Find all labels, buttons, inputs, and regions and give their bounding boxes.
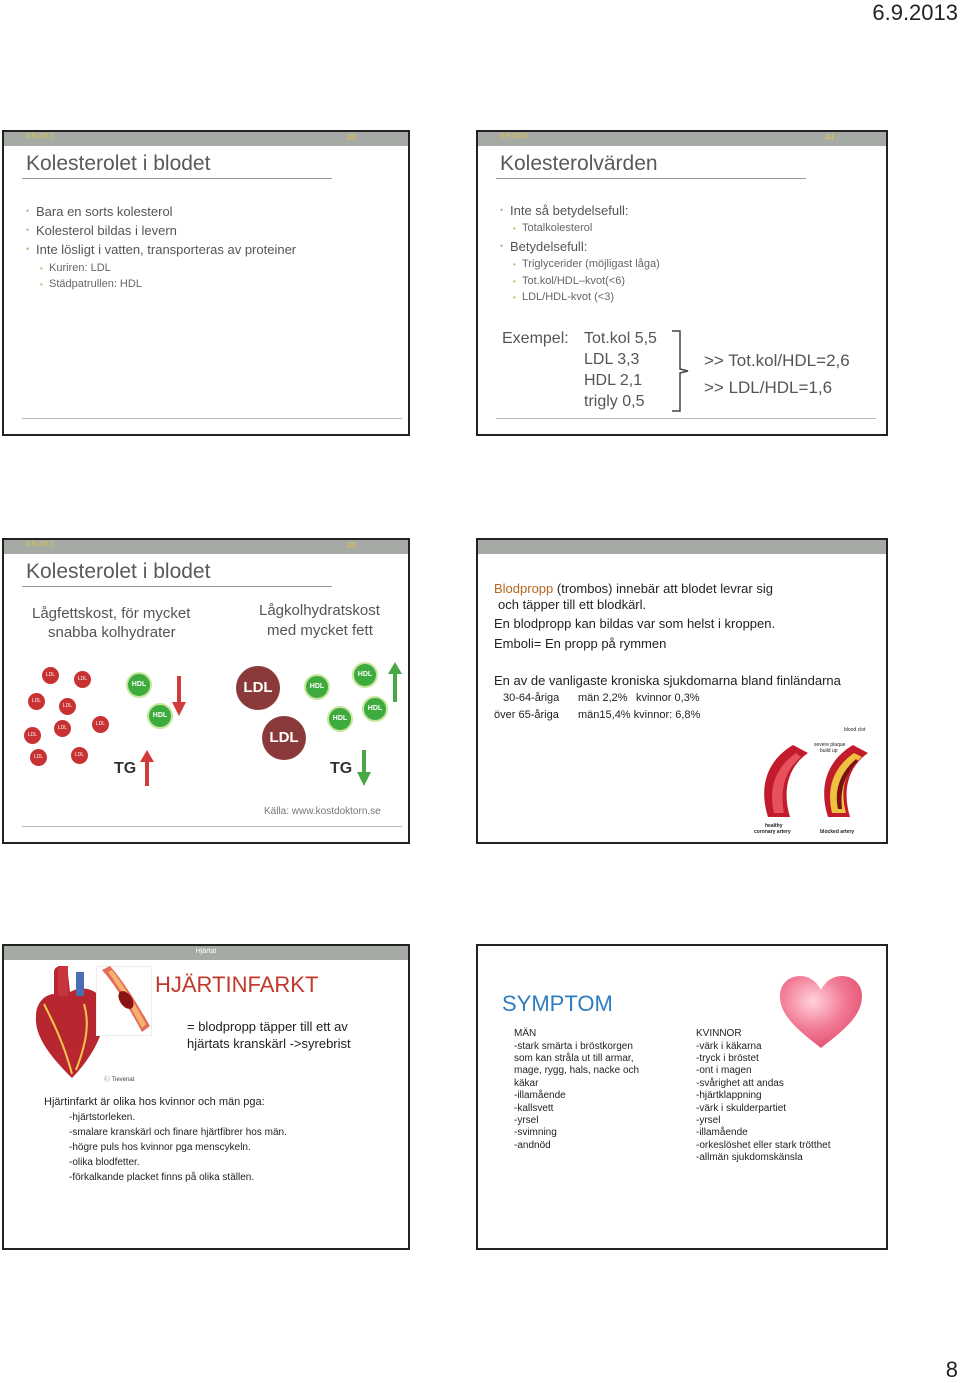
reason-5: -förkalkande placket finns på olika ställen.: [69, 1172, 255, 1183]
men-symptom-6: -kallsvett: [514, 1103, 554, 1114]
women-symptom-4: -svårighet att andas: [696, 1078, 784, 1089]
bottom-line: [22, 418, 402, 419]
slide-date: 6.9.2013: [26, 133, 54, 140]
women-symptom-6: -värk i skulderpartiet: [696, 1103, 787, 1114]
hdl-angel-icon: HDL: [126, 672, 152, 698]
men-symptom-4: käkar: [514, 1078, 539, 1089]
ldl-small-icon: LDL: [59, 698, 76, 715]
blodpropp-term: Blodpropp: [494, 581, 554, 596]
label-healthy-2: coronary artery: [754, 829, 791, 835]
ldl-big-icon: LDL: [262, 716, 306, 760]
men-symptom-1: -stark smärta i bröstkorgen: [514, 1041, 633, 1052]
slide-date: 6.9.2013: [500, 133, 528, 140]
blodpropp-line-3: En blodpropp kan bildas var som helst i kroppen.: [494, 616, 776, 631]
right-caption-line-2: med mycket fett: [267, 622, 373, 639]
women-symptom-2: -tryck i bröstet: [696, 1053, 759, 1064]
title-underline: [22, 178, 332, 179]
women-symptom-1: -värk i käkarna: [696, 1041, 762, 1052]
emboli-line: Emboli= En propp på rymmen: [494, 636, 667, 651]
stat-age-1: 30-64-åriga: [503, 692, 560, 704]
tg-label-left: TG: [114, 760, 137, 777]
artery-illustration: [748, 735, 878, 825]
right-caption-line-1: Lågkolhydratskost: [259, 602, 380, 619]
women-symptom-7: -yrsel: [696, 1115, 721, 1126]
example-value-2: LDL 3,3: [584, 351, 640, 368]
result-2: >> LDL/HDL=1,6: [704, 378, 833, 397]
arrow-down-red-icon: [172, 676, 186, 716]
hdl-angel-icon: HDL: [352, 662, 378, 688]
blodpropp-definition: (trombos) innebär att blodet levrar sig: [553, 581, 773, 596]
slide-date: 6.9.2013: [26, 541, 54, 548]
slide-header-bar: [478, 132, 886, 146]
definition-line-1: = blodpropp täpper till ett av: [187, 1019, 348, 1034]
subbullet-1: • Kuriren: LDL: [49, 262, 111, 274]
hdl-angel-icon: HDL: [327, 706, 353, 732]
ldl-small-icon: LDL: [92, 716, 109, 733]
result-1: >> Tot.kol/HDL=2,6: [704, 351, 850, 370]
subbullet-4: • LDL/HDL-kvot (<3): [522, 291, 614, 303]
blocked-artery-image: [96, 966, 152, 1036]
slide-number: 44: [825, 133, 834, 142]
stat-women-1: kvinnor 0,3%: [636, 692, 700, 704]
ldl-small-icon: LDL: [30, 749, 47, 766]
subbullet-1: • Totalkolesterol: [522, 222, 592, 234]
ldl-big-icon: LDL: [236, 666, 280, 710]
page-number: 8: [945, 1357, 958, 1382]
bottom-line: [22, 826, 402, 827]
bullet-2: • Betydelsefull:: [510, 239, 587, 254]
bullet-1: • Inte så betydelsefull:: [510, 203, 629, 218]
women-symptom-10: -allmän sjukdomskänsla: [696, 1152, 803, 1163]
left-caption-line-2: snabba kolhydrater: [48, 624, 176, 641]
ldl-small-icon: LDL: [42, 667, 59, 684]
difference-intro: Hjärtinfarkt är olika hos kvinnor och män pga:: [44, 1096, 265, 1108]
slide-title: SYMPTOM: [502, 991, 613, 1016]
slide-title: Kolesterolet i blodet: [26, 152, 211, 175]
bullet-1: • Bara en sorts kolesterol: [36, 204, 173, 219]
label-healthy-1: healthy: [765, 823, 783, 829]
slide-45: [2, 538, 410, 844]
arrow-down-green-icon: [357, 750, 371, 786]
label-plaque-1: severe plaque: [814, 742, 846, 748]
blodpropp-line-2: och täpper till ett blodkärl.: [498, 597, 647, 612]
men-symptom-3: mage, rygg, hals, nacke och: [514, 1065, 640, 1076]
title-underline: [496, 178, 806, 179]
page-date: 6.9.2013: [872, 0, 958, 25]
tg-label-right: TG: [330, 760, 353, 777]
stat-age-2: över 65-åriga: [494, 709, 559, 721]
label-plaque-2: build up: [820, 748, 838, 754]
slide-44: [476, 130, 888, 436]
slide-title: Kolesterolvärden: [500, 152, 658, 175]
slide-hjartinfarkt: [2, 944, 410, 1250]
subbullet-3: • Tot.kol/HDL–kvot(<6): [522, 275, 625, 287]
slide-header-bar: [478, 540, 886, 554]
subbullet-2: • Städpatrullen: HDL: [49, 278, 142, 290]
ldl-small-icon: LDL: [28, 693, 45, 710]
slide-header-bar: [4, 132, 408, 146]
men-label: MÄN: [514, 1028, 537, 1039]
women-symptom-5: -hjärtklappning: [696, 1090, 762, 1101]
subbullet-2: • Triglycerider (möjligast låga): [522, 258, 660, 270]
reason-4: -olika blodfetter.: [69, 1157, 140, 1168]
bullet-2: • Kolesterol bildas i levern: [36, 223, 177, 238]
slide-43: [2, 130, 410, 436]
slide-title: HJÄRTINFARKT: [155, 972, 319, 997]
men-symptom-9: -andnöd: [514, 1140, 551, 1151]
statistics-heading: En av de vanligaste kroniska sjukdomarna bland finländarna: [494, 673, 841, 688]
source-text: Källa: www.kostdoktorn.se: [264, 806, 381, 817]
label-blood-clot: blood clot: [844, 727, 866, 733]
brace-icon: [670, 329, 694, 413]
women-symptom-8: -illamående: [696, 1127, 748, 1138]
example-value-3: HDL 2,1: [584, 372, 643, 389]
slide-title: Kolesterolet i blodet: [26, 560, 211, 583]
reason-2: -smalare kranskärl och finare hjärtfibrer hos män.: [69, 1127, 287, 1138]
stat-values-2: män15,4% kvinnor: 6,8%: [578, 709, 701, 721]
slide-number: 45: [347, 541, 356, 550]
hdl-angel-icon: HDL: [147, 703, 173, 729]
example-value-1: Tot.kol 5,5: [584, 330, 657, 347]
arrow-up-red-icon: [140, 750, 154, 786]
reason-3: -högre puls hos kvinnor pga menscykeln.: [69, 1142, 251, 1153]
hdl-angel-icon: HDL: [304, 674, 330, 700]
women-symptom-9: -orkeslöshet eller stark trötthet: [696, 1140, 831, 1151]
slide-header-bar: [4, 946, 408, 960]
heart-icon: [778, 974, 864, 1050]
reason-1: -hjärtstorleken.: [69, 1112, 136, 1123]
men-symptom-2: som kan stråla ut till armar,: [514, 1053, 634, 1064]
slide-number: 43: [347, 133, 356, 142]
slide-header-bar: [4, 540, 408, 554]
definition-line-2: hjärtats kranskärl ->syrebrist: [187, 1036, 351, 1051]
example-value-4: trigly 0,5: [584, 393, 645, 410]
men-symptom-7: -yrsel: [514, 1115, 539, 1126]
bottom-line: [496, 418, 876, 419]
slide-blodpropp: [476, 538, 888, 844]
women-label: KVINNOR: [696, 1028, 742, 1039]
ldl-small-icon: LDL: [24, 727, 41, 744]
women-symptom-3: -ont i magen: [696, 1065, 752, 1076]
men-symptom-5: -illamående: [514, 1090, 566, 1101]
title-underline: [22, 586, 332, 587]
example-label: Exempel:: [502, 330, 569, 347]
arrow-up-green-icon: [388, 662, 402, 702]
hdl-angel-icon: HDL: [362, 696, 388, 722]
ldl-small-icon: LDL: [71, 747, 88, 764]
bullet-3: • Inte lösligt i vatten, transporteras av proteiner: [36, 242, 296, 257]
men-symptom-8: -svimning: [514, 1127, 557, 1138]
left-caption-line-1: Lågfettskost, för mycket: [32, 605, 191, 622]
slide-header-title: Hjärtat: [195, 948, 217, 955]
ldl-small-icon: LDL: [74, 671, 91, 688]
slide-symptom: [476, 944, 888, 1250]
blodpropp-line-1: [494, 581, 773, 596]
ldl-small-icon: LDL: [54, 720, 71, 737]
heart-image-credit: Ⓒ Tievenat: [104, 1077, 135, 1083]
stat-men-1: män 2,2%: [578, 692, 628, 704]
label-blocked: blocked artery: [820, 829, 855, 835]
